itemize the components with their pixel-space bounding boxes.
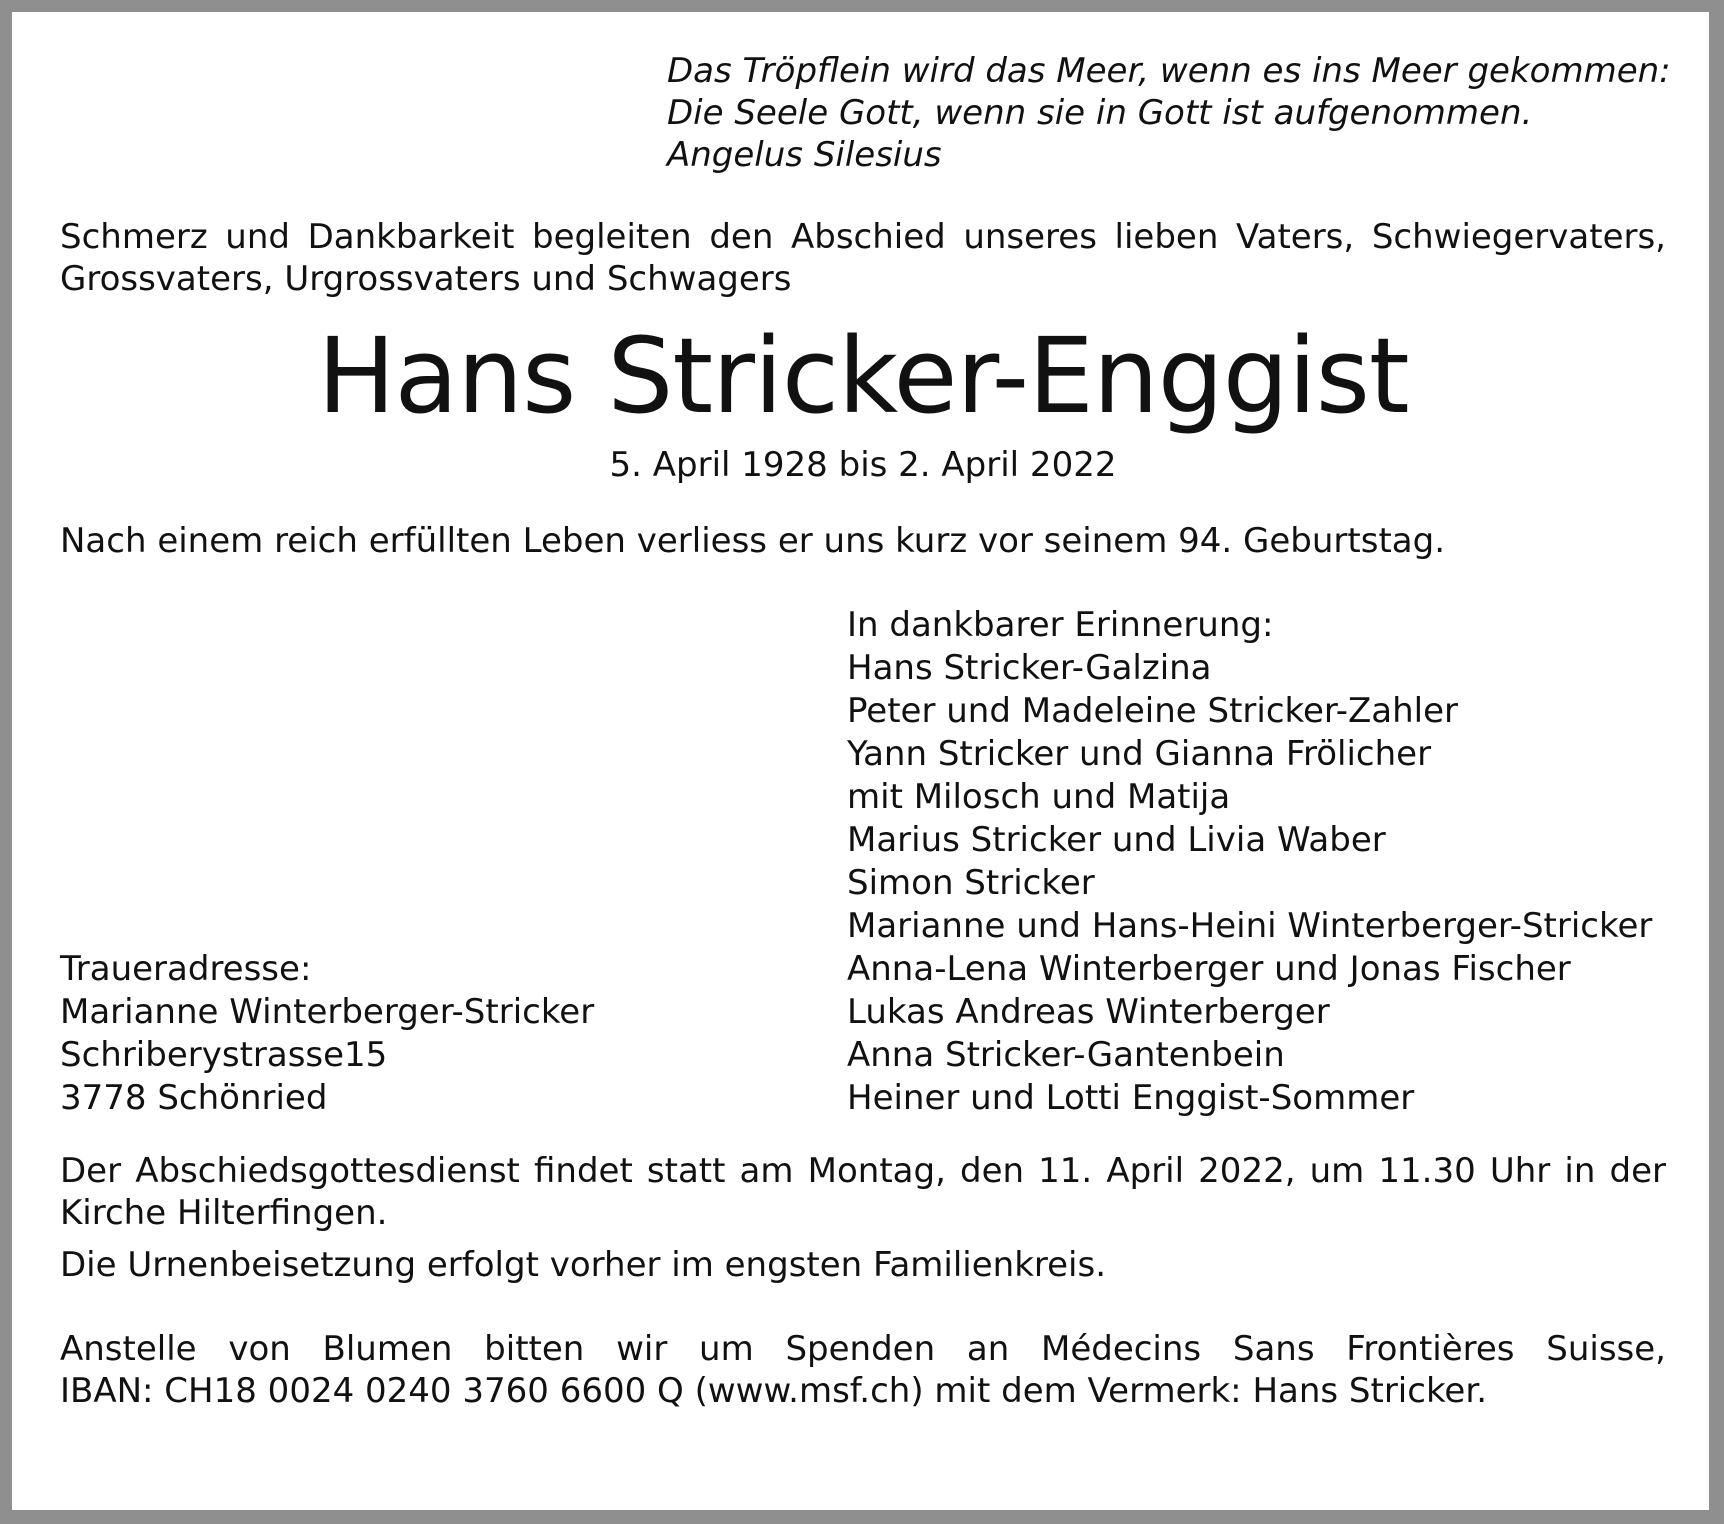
quote-author: Angelus Silesius [667,135,942,175]
signer-name: Hans Stricker-Galzina [847,648,1212,688]
intro-line-2: Grossvaters, Urgrossvaters und Schwagers [60,259,792,299]
signers-list [847,604,1652,1120]
service-notice [60,1150,1666,1234]
obituary-content [60,50,1671,1412]
lead-sentence: Nach einem reich erfüllten Leben verliess er uns kurz vor seinem 94. Geburtstag. [60,521,1446,561]
address-city: 3778 Schönried [60,1078,328,1118]
signer-name: Peter und Madeleine Stricker-Zahler [847,691,1459,731]
obituary-page [12,12,1709,1510]
signer-name: Lukas Andreas Winterberger [847,992,1330,1032]
donation-line-2: IBAN: CH18 0024 0240 3760 6600 Q (www.msf.ch) mit dem Vermerk: Hans Stricker. [60,1371,1488,1411]
donation-notice [60,1328,1666,1412]
address-street: Schriberystrasse15 [60,1035,388,1075]
signers-heading: In dankbarer Erinnerung: [847,605,1274,645]
quote-line-1: Das Tröpflein wird das Meer, wenn es ins Meer gekommen: [667,51,1671,91]
burial-notice: Die Urnenbeisetzung erfolgt vorher im engsten Familienkreis. [60,1245,1107,1285]
signer-name: mit Milosch und Matija [847,777,1231,817]
signer-name: Anna Stricker-Gantenbein [847,1035,1285,1075]
service-line-1: Der Abschiedsgottesdienst findet statt am Montag, den 11. April 2022, um 11.30 Uhr in der [60,1151,1666,1191]
life-dates: 5. April 1928 bis 2. April 2022 [609,445,1117,485]
address-name: Marianne Winterberger-Stricker [60,992,595,1032]
service-line-2: Kirche Hilterfingen. [60,1193,388,1233]
quote-line-2: Die Seele Gott, wenn sie in Gott ist aufgenommen. [667,93,1533,133]
signer-name: Anna-Lena Winterberger und Jonas Fischer [847,949,1571,989]
signer-name: Yann Stricker und Gianna Frölicher [847,734,1432,774]
signer-name: Marianne und Hans-Heini Winterberger-Stricker [847,906,1653,946]
mourning-address [60,948,594,1120]
quote-block [667,50,1671,176]
signers-and-address [60,604,1666,1120]
donation-line-1: Anstelle von Blumen bitten wir um Spenden an Médecins Sans Frontières Suisse, [60,1329,1666,1369]
deceased-name: Hans Stricker-Enggist [317,315,1409,437]
signer-name: Marius Stricker und Livia Waber [847,820,1386,860]
intro-line-1: Schmerz und Dankbarkeit begleiten den Abschied unseres lieben Vaters, Schwiegervaters, [60,217,1666,257]
address-heading: Traueradresse: [60,949,312,989]
intro-text [60,216,1666,300]
signer-name: Simon Stricker [847,863,1095,903]
signer-name: Heiner und Lotti Enggist-Sommer [847,1078,1415,1118]
